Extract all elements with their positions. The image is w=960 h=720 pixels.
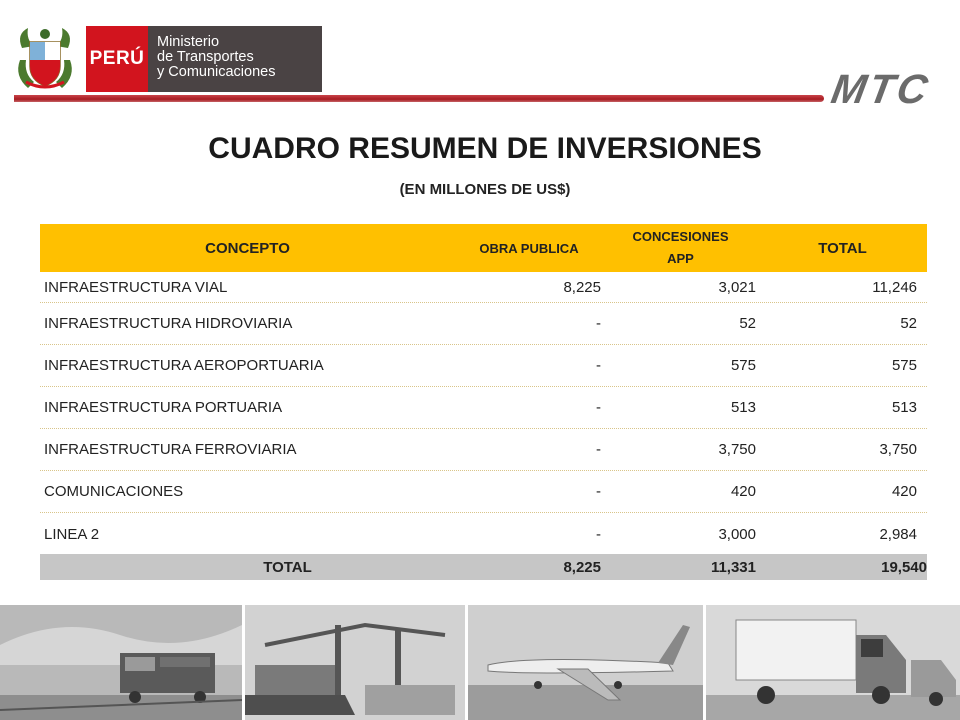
cell-total: 575 xyxy=(891,357,917,374)
cell-app: 3,021 xyxy=(718,278,756,296)
cell-app: 513 xyxy=(730,399,756,416)
logo-ministry-line: de Transportes xyxy=(157,49,254,65)
ministry-logo xyxy=(86,26,322,92)
total-total: 19,540 xyxy=(881,558,927,576)
table-header-row xyxy=(40,224,927,272)
cell-app: 52 xyxy=(739,315,756,332)
photo-strip xyxy=(0,605,960,720)
header-red-line xyxy=(14,95,824,102)
airplane-photo xyxy=(468,605,703,720)
total-label: TOTAL xyxy=(263,558,312,576)
cell-concepto: INFRAESTRUCTURA VIAL xyxy=(44,278,228,296)
cell-total: 2,984 xyxy=(879,526,917,543)
cell-app: 3,750 xyxy=(718,441,756,458)
table-row xyxy=(40,387,927,429)
table-row xyxy=(40,345,927,387)
logo-ministry-line: Ministerio xyxy=(157,34,220,50)
cell-obra: - xyxy=(596,441,601,458)
cell-total: 513 xyxy=(891,399,917,416)
train-photo xyxy=(0,605,242,720)
trucks-photo xyxy=(706,605,960,720)
cell-concepto: INFRAESTRUCTURA HIDROVIARIA xyxy=(44,315,293,332)
cell-obra: - xyxy=(596,357,601,374)
brand-logo-text: MTC xyxy=(828,66,934,112)
logo-ministry-line: y Comunicaciones xyxy=(157,64,276,80)
cell-obra: - xyxy=(596,399,601,416)
header-total: TOTAL xyxy=(818,239,867,257)
cell-concepto: INFRAESTRUCTURA AEROPORTUARIA xyxy=(44,357,324,374)
table-row xyxy=(40,303,927,345)
page-subtitle: (EN MILLONES DE US$) xyxy=(399,181,571,198)
logo-country-label: PERÚ xyxy=(86,26,148,92)
total-app: 11,331 xyxy=(710,558,756,576)
header-obra-publica: OBRA PUBLICA xyxy=(479,240,579,256)
cell-obra: - xyxy=(596,526,601,543)
page-header xyxy=(0,0,960,110)
cell-concepto: INFRAESTRUCTURA PORTUARIA xyxy=(44,399,283,416)
logo-ministry-name xyxy=(148,26,322,92)
table-row xyxy=(40,514,927,555)
cell-obra: - xyxy=(596,315,601,332)
cell-concepto: INFRAESTRUCTURA FERROVIARIA xyxy=(44,441,297,458)
cell-app: 420 xyxy=(730,483,756,500)
table-total-row xyxy=(40,554,927,580)
page-title: CUADRO RESUMEN DE INVERSIONES xyxy=(208,132,762,165)
cell-app: 3,000 xyxy=(718,526,756,543)
total-obra: 8,225 xyxy=(563,558,601,576)
table-row xyxy=(40,429,927,471)
header-concepto: CONCEPTO xyxy=(205,239,290,257)
table-row xyxy=(40,272,927,303)
cell-app: 575 xyxy=(730,357,756,374)
header-concesiones xyxy=(603,226,758,270)
header-concesiones-line1: CONCESIONES xyxy=(632,229,729,244)
cell-obra: - xyxy=(596,483,601,500)
cell-total: 11,246 xyxy=(872,278,917,296)
cell-total: 3,750 xyxy=(879,441,917,458)
table-row xyxy=(40,471,927,513)
cell-total: 52 xyxy=(900,315,917,332)
header-concesiones-line2: APP xyxy=(667,251,694,266)
port-cranes-photo xyxy=(245,605,465,720)
coat-of-arms-icon xyxy=(14,26,76,92)
cell-concepto: LINEA 2 xyxy=(44,526,100,543)
cell-total: 420 xyxy=(891,483,917,500)
cell-concepto: COMUNICACIONES xyxy=(44,483,184,500)
cell-obra: 8,225 xyxy=(563,278,601,296)
